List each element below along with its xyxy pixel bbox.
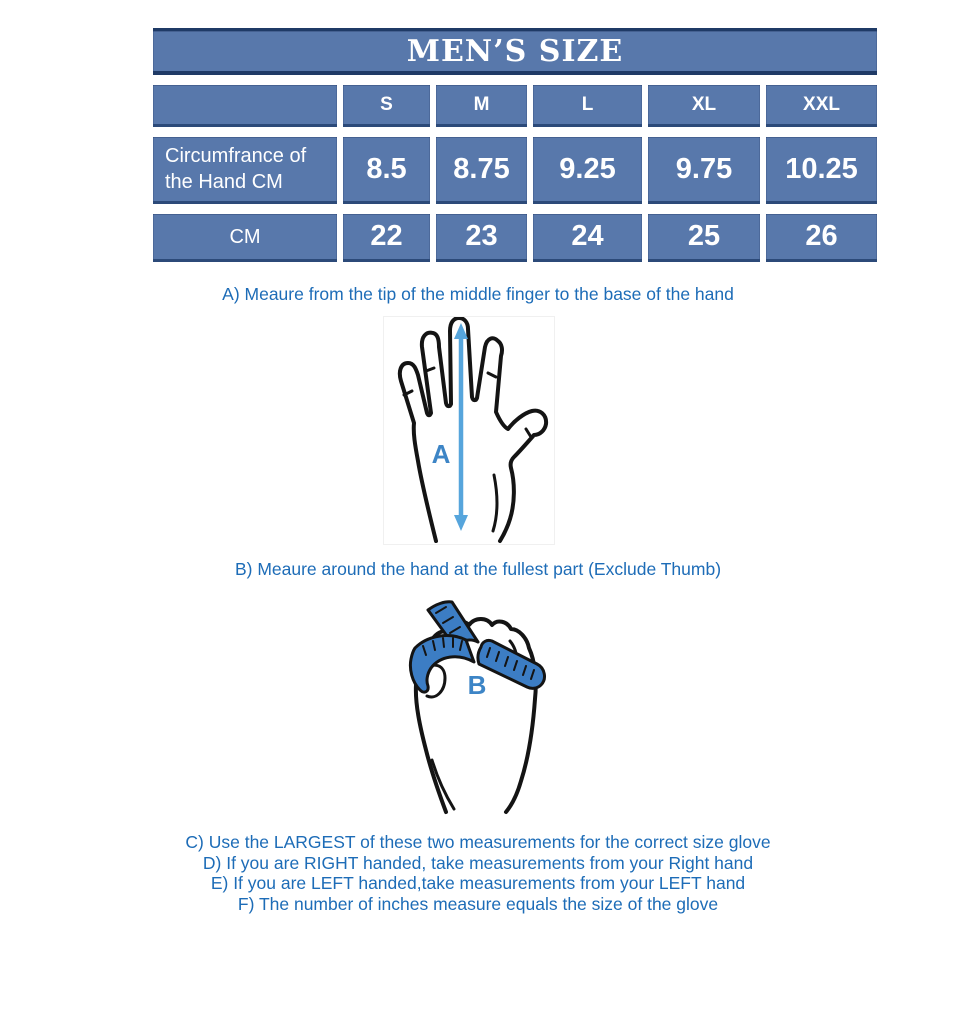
table-corner-cell: [153, 85, 337, 127]
hand-outline: [400, 318, 546, 541]
cm-value-xl: 25: [648, 214, 760, 262]
cm-value-l: 24: [533, 214, 642, 262]
palm-measure-figure: [383, 316, 555, 545]
cm-value-m: 23: [436, 214, 527, 262]
instruction-a: A) Meaure from the tip of the middle finger to the base of the hand: [222, 284, 734, 304]
instruction-c: C) Use the LARGEST of these two measurements for the correct size glove: [185, 832, 771, 852]
mens-size-table: [153, 28, 877, 262]
row-label-cm: CM: [153, 214, 337, 262]
cm-value-xxl: 26: [766, 214, 877, 262]
size-header-xl: XL: [648, 85, 760, 127]
row-label-circumference: Circumfrance of the Hand CM: [153, 137, 337, 204]
palm-figure-label: A: [431, 439, 451, 469]
instruction-b: B) Meaure around the hand at the fullest part (Exclude Thumb): [234, 559, 722, 579]
size-header-s: S: [343, 85, 430, 127]
size-header-m: M: [436, 85, 527, 127]
circumference-value-xl: 9.75: [648, 137, 760, 204]
cm-value-s: 22: [343, 214, 430, 262]
size-header-l: L: [533, 85, 642, 127]
fist-figure-label: B: [467, 670, 487, 700]
circumference-value-s: 8.5: [343, 137, 430, 204]
fist-illustration: [398, 586, 552, 822]
instruction-d: D) If you are RIGHT handed, take measurements from your Right hand: [202, 852, 754, 873]
table-title: MEN’S SIZE: [153, 28, 877, 75]
circumference-value-xxl: 10.25: [766, 137, 877, 204]
circumference-value-l: 9.25: [533, 137, 642, 204]
palm-hand-illustration: [384, 317, 556, 546]
bottom-instructions: [10, 832, 946, 914]
instruction-f: F) The number of inches measure equals the size of the glove: [237, 893, 719, 914]
size-header-xxl: XXL: [766, 85, 877, 127]
fist-measure-figure: [398, 586, 552, 822]
circumference-value-m: 8.75: [436, 137, 527, 204]
instruction-e: E) If you are LEFT handed,take measurements from your LEFT hand: [210, 873, 746, 893]
